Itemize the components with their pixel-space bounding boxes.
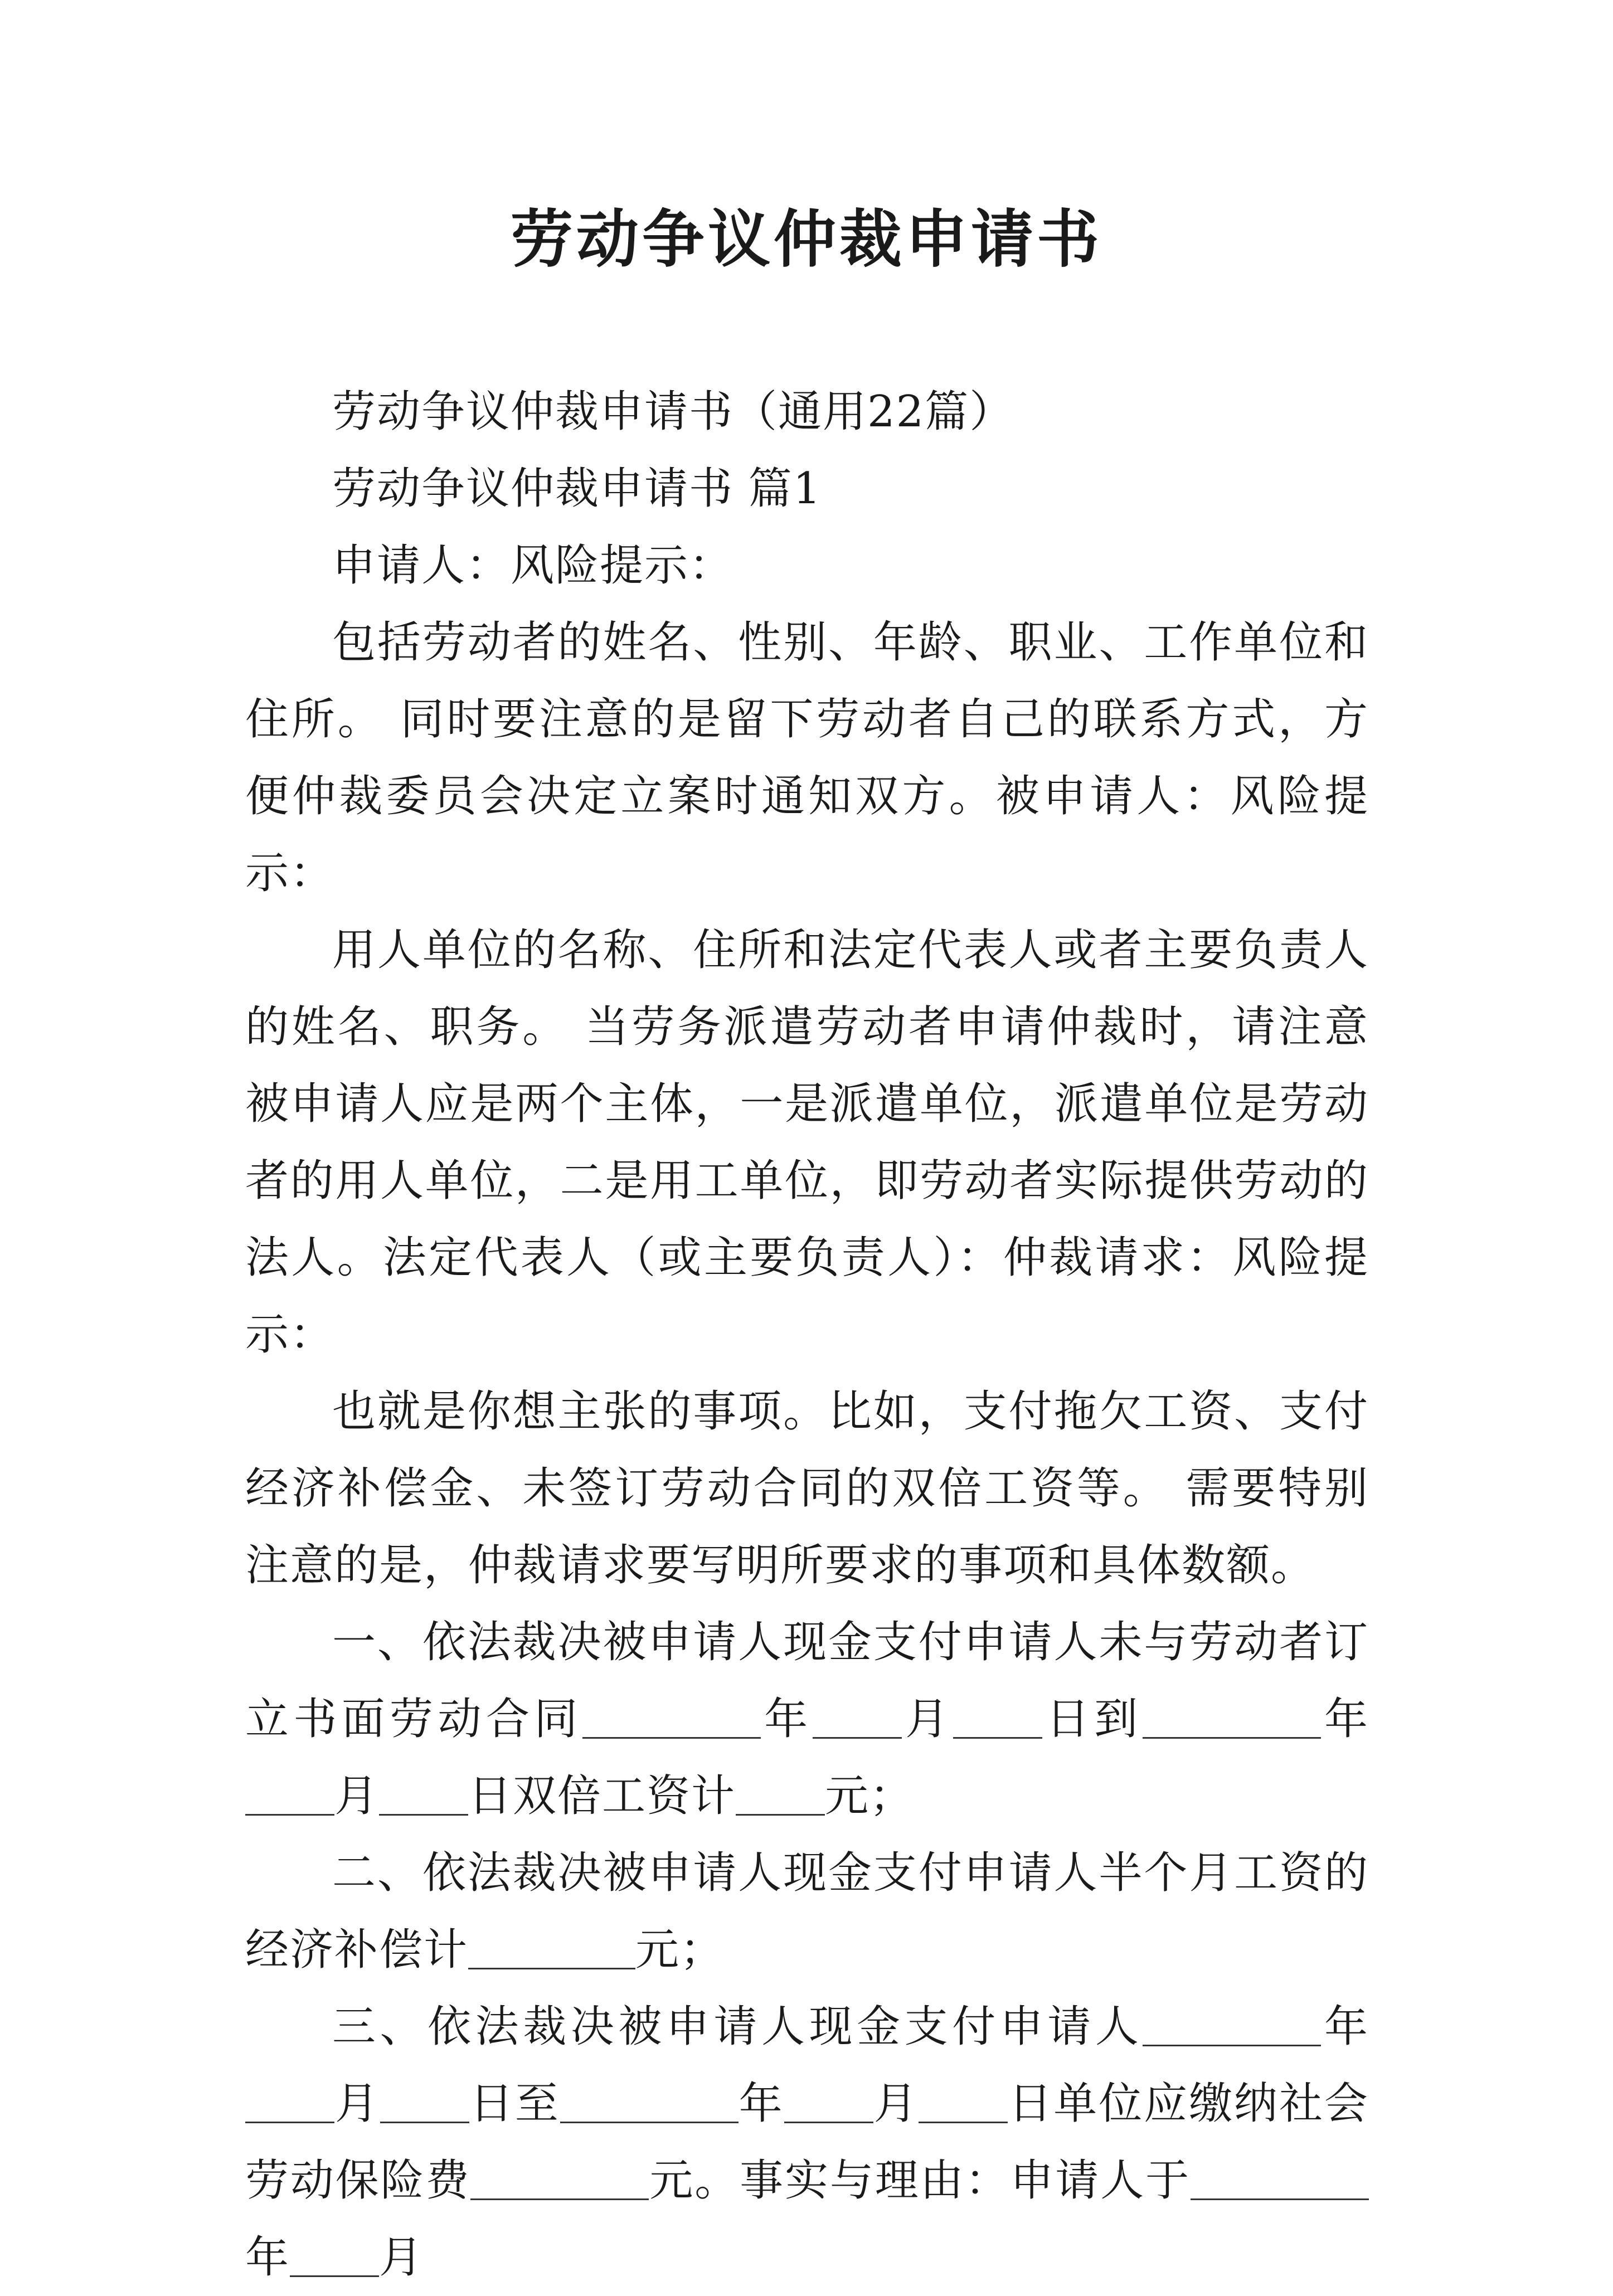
claim-1-day-to-label: 日到 xyxy=(1042,1694,1143,1744)
claim-1-month-label-2: 月 xyxy=(334,1771,380,1821)
paragraph-subtitle: 劳动争议仲裁申请书（通用22篇） xyxy=(332,387,1014,437)
claim-3-insurance-label: 日单位应缴纳社会劳动保险费 xyxy=(245,2079,1369,2206)
paragraph-applicant-risk: 包括劳动者的姓名、性别、年龄、职业、工作单位和住所。 同时要注意的是留下劳动者自己的联系方式，方便仲裁委员会决定立案时通知双方。被申请人：风险提示： xyxy=(245,617,1369,898)
blank-field xyxy=(1143,2001,1321,2046)
claim-1-year-label: 年 xyxy=(760,1694,813,1744)
claim-1-year-label-2: 年 xyxy=(1320,1694,1369,1744)
claim-3-month-label-2: 月 xyxy=(873,2079,919,2129)
claim-3-month-label-3: 月 xyxy=(379,2232,424,2283)
blank-field xyxy=(245,2078,334,2123)
claim-1-text: 一、依法裁决被申请人现金支付申请人未与劳动者订立书面劳动合同 xyxy=(245,1617,1369,1744)
claim-2-text: 二、依法裁决被申请人现金支付申请人半个月工资的经济补偿计 xyxy=(245,1848,1369,1975)
claim-3-day-until-label: 日至 xyxy=(469,2079,560,2129)
claim-3-month-label: 月 xyxy=(334,2079,380,2129)
claim-1-yuan-label: 元； xyxy=(825,1771,915,1821)
paragraph-applicant: 申请人：风险提示： xyxy=(332,541,734,591)
claim-3-year-label-3: 年 xyxy=(245,2232,290,2283)
blank-field xyxy=(582,1694,761,1739)
blank-field xyxy=(245,1770,334,1816)
claim-1-double-wage-label: 日双倍工资计 xyxy=(468,1771,736,1821)
claim-3-text: 三、依法裁决被申请人现金支付申请人 xyxy=(332,2002,1143,2052)
blank-field xyxy=(736,1770,825,1816)
paragraph-claim-1 xyxy=(245,1604,1369,1835)
paragraph-claims-risk: 也就是你想主张的事项。比如，支付拖欠工资、支付经济补偿金、未签订劳动合同的双倍工资等。 需要特别注意的是，仲裁请求要写明所要求的事项和具体数额。 xyxy=(245,1387,1369,1590)
claim-1-month-label: 月 xyxy=(901,1694,954,1744)
claim-2-yuan-label: 元； xyxy=(635,1925,725,1975)
blank-field xyxy=(784,2078,873,2123)
claim-3-year-label: 年 xyxy=(1321,2002,1369,2052)
claim-3-facts-label: 元。事实与理由：申请人于 xyxy=(649,2156,1191,2206)
blank-field xyxy=(290,2232,379,2277)
blank-field xyxy=(1191,2155,1369,2200)
claim-3-year-label-2: 年 xyxy=(738,2079,784,2129)
blank-field xyxy=(953,1694,1042,1739)
blank-field xyxy=(813,1694,902,1739)
blank-field xyxy=(1143,1694,1321,1739)
paragraph-respondent-risk: 用人单位的名称、住所和法定代表人或者主要负责人的姓名、职务。 当劳务派遣劳动者申请仲裁时，请注意被申请人应是两个主体，一是派遣单位，派遣单位是劳动者的用人单位，二是用工单位，即劳动者实际提供劳动的法人。法定代表人（或主要负责人）：仲裁请求：风险提示： xyxy=(245,925,1369,1360)
blank-field xyxy=(468,1924,635,1969)
blank-field xyxy=(380,2078,469,2123)
blank-field xyxy=(919,2078,1008,2123)
paragraph-claim-3 xyxy=(245,1988,1369,2296)
blank-field xyxy=(560,2078,739,2123)
blank-field xyxy=(470,2155,649,2200)
document-title: 劳动争议仲裁申请书 xyxy=(511,203,1102,276)
paragraph-section-heading: 劳动争议仲裁申请书 篇1 xyxy=(332,464,822,514)
paragraph-claim-2 xyxy=(245,1835,1369,1988)
document-body xyxy=(245,373,1369,2296)
blank-field xyxy=(379,1770,468,1816)
